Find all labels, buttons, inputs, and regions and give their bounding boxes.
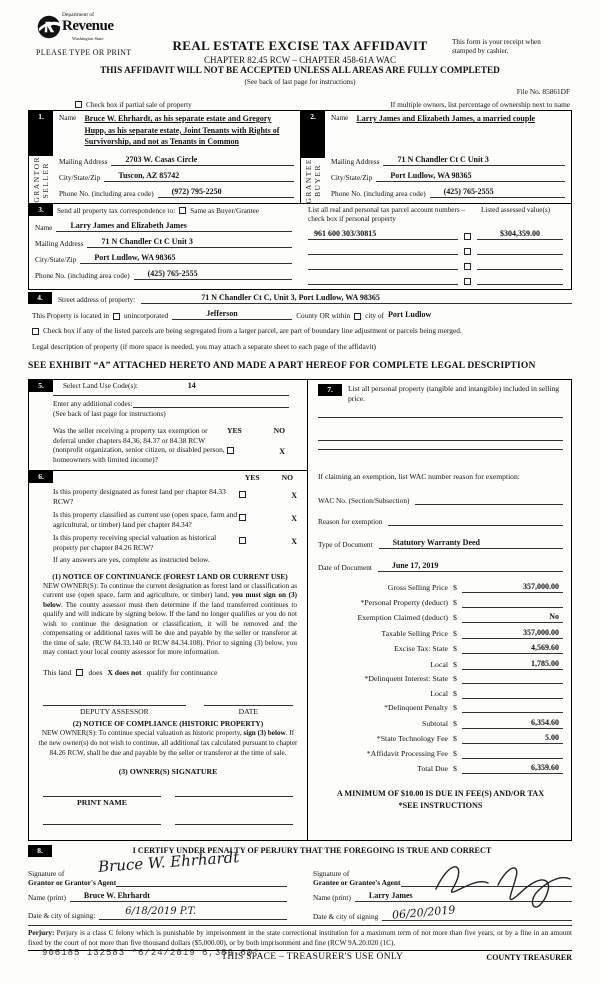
- section-6-classification: [29, 471, 307, 835]
- seller-mailing-field[interactable]: 2703 W. Casas Circle: [111, 155, 294, 166]
- date-of-document-field[interactable]: June 17, 2019: [378, 561, 563, 572]
- personal-property-checkbox-1[interactable]: [464, 233, 471, 240]
- grantee-date-label: Date & city of signing: [313, 911, 379, 921]
- pp-line-2[interactable]: [318, 440, 563, 441]
- does-not-mark[interactable]: X does not: [107, 667, 142, 677]
- print-name-line-2[interactable]: [175, 824, 293, 836]
- street-address-label: Street address of property:: [58, 295, 136, 305]
- delinquent-penalty[interactable]: [462, 703, 563, 713]
- buyer-name-label: Name: [331, 113, 349, 123]
- current-use-question: Is this property classified as current use (open space, farm and agricultural, or timber) land per chapter 84.34?: [53, 510, 238, 529]
- buyer-side-label2: BUYER: [313, 163, 322, 197]
- middle-columns: [28, 379, 572, 841]
- yes-header-6: YES: [244, 473, 260, 483]
- buyer-name-value[interactable]: Larry James and Elizabeth James, a married couple: [356, 114, 536, 124]
- parties-box: [28, 110, 572, 290]
- buyer-side-label: GRANTEE: [303, 157, 313, 204]
- delinquent-interest-state[interactable]: [462, 674, 563, 684]
- parcel-number-4[interactable]: [308, 276, 458, 285]
- grantee-name-label: Name (print): [313, 893, 351, 903]
- buyer-mailing-label: Mailing Address: [331, 156, 380, 166]
- personal-property-checkbox-3[interactable]: [464, 263, 471, 270]
- seller-csz-label: City/State/Zip: [59, 172, 101, 182]
- section-2-number: 2.: [301, 111, 325, 123]
- city-checkbox[interactable]: [354, 313, 361, 320]
- pp-line-1[interactable]: [318, 417, 563, 418]
- type-of-document-label: Type of Document: [318, 540, 373, 550]
- print-name-line-1[interactable]: [43, 824, 161, 836]
- see-back-note: (See back of last page for instructions): [244, 78, 356, 86]
- certify-statement: I CERTIFY UNDER PENALTY OF PERJURY THAT THE FOREGOING IS TRUE AND CORRECT: [132, 845, 492, 855]
- section-3-number: 3.: [29, 204, 53, 216]
- section-7-number: 7.: [318, 384, 342, 396]
- grantor-name-field[interactable]: Bruce W. Ehrhardt: [70, 891, 287, 902]
- receipt-note: This form is your receipt when stamped by cashier.: [452, 38, 541, 55]
- personal-property-label: List all personal property (tangible and intangible) included in selling price.: [348, 383, 560, 403]
- section-8-number: 8.: [28, 845, 52, 857]
- owner-signature-line-1[interactable]: PRINT NAME: [43, 796, 161, 808]
- county-field[interactable]: Jefferson: [172, 309, 292, 320]
- seller-csz-field[interactable]: Tuscon, AZ 85742: [104, 171, 294, 182]
- file-number: File No. 85861DF: [516, 87, 570, 96]
- historic-question: Is this property receiving special valuation as historical property per chapter 84.26 RCW?: [53, 533, 217, 553]
- seller-phone-field[interactable]: (972) 795-2250: [158, 187, 294, 198]
- corr-mailing-field[interactable]: 71 N Chandler Ct C Unit 3: [87, 237, 292, 248]
- seller-side-label2: SELLER: [41, 161, 50, 199]
- no-header-6: NO: [281, 473, 293, 483]
- partial-sale-label: Check box if partial sale of property: [86, 100, 192, 109]
- seller-phone-label: Phone No. (including area code): [59, 188, 154, 198]
- legal-description-label: Legal description of property (if more space is needed, you may attach a separate sheet to each page of the affidavit): [32, 341, 376, 351]
- section-1-seller: [29, 111, 300, 203]
- section-4-property: [28, 292, 572, 351]
- cashier-stamp: 906185 132583 *6/24/2019 6,359.60*: [42, 948, 260, 958]
- logo-revenue-text: Revenue: [62, 17, 114, 34]
- form-title: REAL ESTATE EXCISE TAX AFFIDAVIT: [172, 38, 428, 53]
- segregated-checkbox[interactable]: [32, 328, 39, 335]
- state-technology-fee[interactable]: 5.00: [462, 733, 563, 744]
- taxable-selling-price[interactable]: 357,000.00: [462, 628, 563, 639]
- section-5-number: 5.: [29, 380, 53, 392]
- grantor-signature-line[interactable]: [116, 879, 287, 887]
- buyer-phone-label: Phone No. (including area code): [331, 188, 426, 198]
- land-does-checkbox[interactable]: [76, 669, 83, 676]
- same-as-buyer-label: Same as Buyer/Grantee: [190, 205, 260, 215]
- completion-warning: THIS AFFIDAVIT WILL NOT BE ACCEPTED UNLESS ALL AREAS ARE FULLY COMPLETED: [100, 66, 500, 76]
- buyer-mailing-field[interactable]: 71 N Chandler Ct C Unit 3: [383, 155, 565, 166]
- additional-codes-label: Enter any additional codes:: [53, 398, 133, 408]
- land-use-line: [53, 395, 289, 396]
- same-as-buyer-checkbox[interactable]: [179, 207, 186, 214]
- seller-side-label: GRANTOR: [31, 156, 41, 204]
- grantee-signature-block: Signature of Grantee or Grantee's Agent Name (print) Larry James Date & city of signing 06/20/2019: [313, 861, 572, 921]
- tax-exemption-question: Was the seller receiving a property tax exemption or deferral under chapters 84.36, 84.37 or 84.38 RCW (nonprofit organization, senior citizen, or disabled person, homeowners with limited income)?: [53, 425, 225, 464]
- corr-csz-field[interactable]: Port Ludlow, WA 98365: [80, 253, 292, 264]
- reason-label: Reason for exemption: [318, 517, 383, 527]
- assessor-date-line[interactable]: DATE: [204, 705, 293, 716]
- grantor-sig-label: Signature of: [28, 868, 65, 878]
- wac-label: WAC No. (Section/Subsection): [318, 495, 410, 505]
- owner-signature-line-2[interactable]: [175, 796, 293, 808]
- qualify-line: This land does X does not qualify for continuance: [43, 667, 218, 677]
- yes-header-5: YES: [227, 425, 242, 435]
- header: [0, 0, 600, 96]
- notice-of-compliance: (2) NOTICE OF COMPLIANCE (HISTORIC PROPERTY) NEW OWNER(S): To continue special valuation as historic property, sign (3) below. If the new owner(s) do not wish to continue, all additional tax calculated pursuant to chapter 84.26 RCW, shall be due and payable by the seller or transferor at the time of sale.: [38, 718, 298, 757]
- parcel-number-1[interactable]: 961 600 303/30815: [308, 229, 458, 240]
- forest-no-mark[interactable]: X: [291, 490, 297, 500]
- section-6-number: 6.: [29, 471, 53, 483]
- date-of-document-label: Date of Document: [318, 563, 372, 573]
- partial-sale-checkbox[interactable]: [75, 101, 82, 108]
- county-or-label: County OR within: [296, 311, 351, 321]
- buyer-csz-label: City/State/Zip: [331, 172, 373, 182]
- pp-line-3[interactable]: [318, 449, 563, 450]
- if-yes-note: If any answers are yes, complete as instructed below.: [53, 554, 210, 564]
- exemption-claimed[interactable]: No: [462, 612, 563, 623]
- notice-of-continuance: (1) NOTICE OF CONTINUANCE (FOREST LAND OR CURRENT USE) NEW OWNER(S): To continue the current designation as forest land or classification as current use (open space, farm and agriculture, or timber) land, you must sign on (3) below. The county assessor must then determine if the land transferred continues to qualify and will indicate by signing below. If the land no longer qualifies or you do not wish to continue the designation or classification, it will be removed and the compensating or additional taxes will be due and payable by the seller or transferor at the time of sale. (RCW 84.33.140 or RCW 84.34.108). Prior to signing (3) below, you may contact your local county assessor for more information.: [43, 571, 298, 657]
- corr-phone-label: Phone No. (including area code): [35, 271, 130, 280]
- corr-mailing-label: Mailing Address: [35, 239, 84, 248]
- corr-name-label: Name: [35, 223, 53, 232]
- street-address-field[interactable]: 71 N Chandler Ct C, Unit 3, Port Ludlow, WA 98365: [141, 293, 572, 304]
- grantee-date-field[interactable]: 06/20/2019: [382, 906, 572, 921]
- see-back-instructions: (See back of last page for instructions): [53, 408, 166, 418]
- buyer-phone-field[interactable]: (425) 765-2555: [430, 187, 565, 198]
- corr-phone-field[interactable]: (425) 765-2555: [134, 269, 292, 280]
- logo-state-text: Washington State: [71, 35, 104, 41]
- parcel-numbers-header: List all real and personal tax parcel account numbers – check box if personal property: [308, 206, 466, 223]
- grantee-sig-label: Signature of: [313, 868, 350, 878]
- city-value[interactable]: Port Ludlow: [387, 310, 432, 320]
- delinquent-interest-local[interactable]: [462, 689, 563, 699]
- owners-signature-heading: (3) OWNER(S) SIGNATURE: [118, 766, 218, 776]
- assessed-values-header: Listed assessed value(s): [480, 206, 551, 215]
- excise-tax-state[interactable]: 4,569.60: [462, 643, 563, 654]
- seller-name-label: Name: [59, 113, 77, 123]
- exemption-yes-checkbox[interactable]: [227, 447, 234, 454]
- grantee-name-field[interactable]: Larry James: [355, 891, 572, 902]
- no-header-5: NO: [273, 425, 285, 435]
- current-use-no-mark[interactable]: X: [291, 514, 297, 524]
- total-due[interactable]: 6,359.60: [462, 763, 563, 774]
- parcel-number-2[interactable]: [308, 246, 458, 255]
- located-in-label: This Property is located in: [32, 311, 110, 321]
- forest-yes-checkbox[interactable]: [239, 491, 246, 498]
- unincorporated-checkbox[interactable]: [113, 313, 120, 320]
- assessed-value-2[interactable]: [477, 246, 563, 255]
- excise-tax-local[interactable]: 1,785.00: [462, 659, 563, 670]
- corr-name-field[interactable]: Larry James and Elizabeth James: [56, 221, 292, 232]
- assessed-value-3[interactable]: [477, 261, 563, 270]
- corr-csz-label: City/State/Zip: [35, 255, 77, 264]
- seller-mailing-label: Mailing Address: [59, 156, 108, 166]
- section-2-buyer: [300, 111, 571, 203]
- grantor-name-label: Name (print): [28, 893, 66, 903]
- logo-dept-text: Department of: [62, 12, 94, 18]
- multiple-owners-note: If multiple owners, list percentage of ownership next to name: [390, 100, 570, 109]
- city-of-label: city of: [365, 311, 384, 321]
- assessed-value-1[interactable]: $304,359.00: [477, 229, 563, 240]
- revenue-swoosh-icon: [36, 14, 62, 40]
- treasurer-space-label: THIS SPACE – TREASURER'S USE ONLY: [221, 952, 404, 963]
- assessed-value-4[interactable]: [477, 276, 563, 285]
- dor-logo: [36, 12, 156, 41]
- grantor-date-field[interactable]: 6/18/2019 P.T.: [99, 906, 287, 920]
- parcel-number-3[interactable]: [308, 261, 458, 270]
- unincorporated-label: unincorporated: [124, 311, 169, 321]
- gross-selling-price[interactable]: 357,000.00: [462, 582, 563, 593]
- historic-yes-checkbox[interactable]: [239, 537, 246, 544]
- personal-property-deduct[interactable]: [462, 598, 563, 608]
- please-type-note: PLEASE TYPE OR PRINT: [36, 48, 132, 57]
- section-4-number: 4.: [28, 292, 52, 304]
- subtotal[interactable]: 6,354.60: [462, 718, 563, 729]
- grantor-signature-handwriting[interactable]: Bruce W. Ehrhardt: [97, 847, 240, 876]
- historic-no-mark[interactable]: X: [291, 537, 297, 547]
- section-7-financial: [308, 380, 571, 840]
- reason-field[interactable]: [388, 517, 563, 526]
- section-3-correspondence: [29, 203, 571, 289]
- affidavit-processing-fee[interactable]: [462, 749, 563, 759]
- land-use-label: Select Land Use Code(s):: [63, 381, 138, 391]
- section-1-number: 1.: [29, 111, 53, 123]
- exhibit-a-heading: SEE EXHIBIT “A” ATTACHED HERETO AND MADE A PART HEREOF FOR COMPLETE LEGAL DESCRIPTION: [28, 360, 536, 371]
- county-treasurer-label: COUNTY TREASURER: [486, 953, 572, 963]
- type-of-document-field[interactable]: Statutory Warranty Deed: [379, 538, 563, 549]
- forest-land-question: Is this property designated as forest land per chapter 84.33 RCW?: [53, 486, 226, 506]
- exemption-no-mark[interactable]: X: [279, 447, 285, 457]
- grantor-signature-block: Bruce W. Ehrhardt Signature of Grantor or Grantor's Agent Name (print) Bruce W. Ehrhardt Date & city of signing: 6/18/2019 P.T.: [28, 861, 287, 921]
- section-8-certification: [28, 845, 572, 965]
- segregated-label: Check box if any of the listed parcels are being segregated from a larger parcel, are part of boundary line adjustment or parcels being merged.: [43, 326, 462, 336]
- perjury-statement: Perjury: Perjury is a class C felony which is punishable by imprisonment in the state correctional institution for a maximum term of not more than five years, or by a fine in an amount fixed by the court of not more than five thousand dollars ($5,000.00), or by both imprisonment and fine (RCW 9A.20.020 (1C).: [28, 925, 572, 948]
- additional-codes-field[interactable]: [133, 399, 289, 408]
- personal-property-checkbox-2[interactable]: [464, 248, 471, 255]
- grantor-date-label: Date & city of signing:: [28, 910, 96, 920]
- seller-name-value[interactable]: Bruce W. Ehrhardt, as his separate estate and Gregory Hupp, as his separate estate, Joint Tenants with Rights of Survivorship, and not as Tenants in Common: [84, 114, 280, 147]
- current-use-yes-checkbox[interactable]: [239, 514, 246, 521]
- wac-field[interactable]: [415, 496, 563, 505]
- buyer-csz-field[interactable]: Port Ludlow, WA 98365: [376, 171, 565, 182]
- deputy-assessor-line[interactable]: DEPUTY ASSESSOR: [43, 705, 186, 716]
- charges-table: Gross Selling Price $ 357,000.00 *Personal Property (deduct) $ Exemption Claimed (deduct) $ No Taxable Selling Price $ 357,000.00 Excise Tax: State $ 4,569.60 Local $ 1,785.00 *Delinquent Interest: State $ Local $ *Delinquent Penalty $ Subtotal $ 6,354.60 *State Technology Fee $ 5.00 *Affidavit Processing Fee $ Total Due $ 6,359.60: [318, 582, 563, 774]
- send-correspondence-label: Send all property tax correspondence to:: [57, 205, 176, 215]
- form-subtitle: CHAPTER 82.45 RCW – CHAPTER 458-61A WAC: [204, 55, 396, 66]
- land-use-value[interactable]: 14: [187, 380, 196, 390]
- personal-property-checkbox-4[interactable]: [464, 278, 471, 285]
- minimum-due-note: A MINIMUM OF $10.00 IS DUE IN FEE(S) AND/OR TAX *SEE INSTRUCTIONS: [336, 789, 545, 811]
- section-5-land-use: [29, 380, 307, 472]
- claim-exemption-label: If claiming an exemption, list WAC number reason for exemption:: [318, 472, 520, 482]
